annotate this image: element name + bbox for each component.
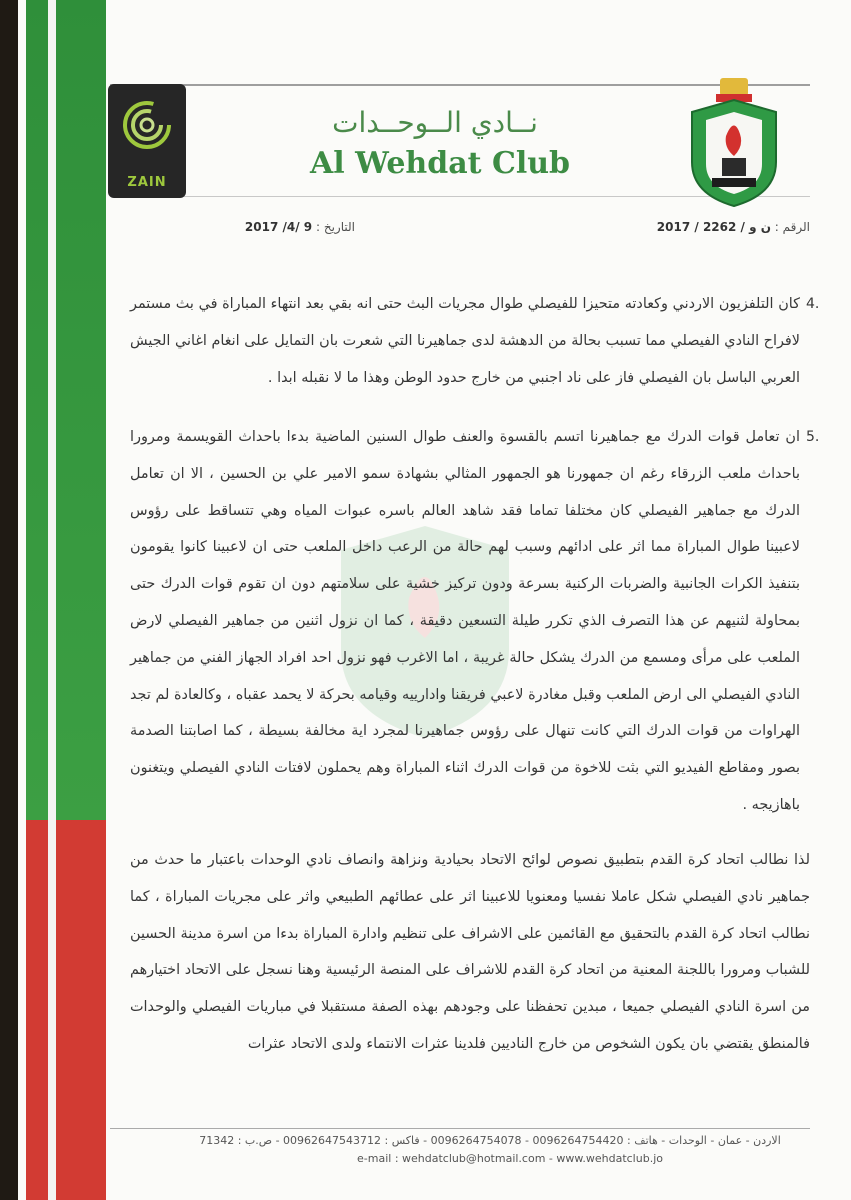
green-border-band (26, 0, 106, 820)
footer-contact: e-mail : wehdatclub@hotmail.com - www.wehdatclub.jo (357, 1152, 663, 1165)
zain-logo-text: ZAIN (127, 175, 167, 190)
item-4-paragraph: كان التلفزيون الاردني وكعادته متحيزا للفيصلي طوال مجريات البث حتى انه بقي بعد انتهاء المباراة في بث مستمر لافراح النادي الفيصلي مما تسبب بحالة من الدهشة لدى جماهيرنا التي شعرت بان التمايل على انغام اغاني الجيش العربي الباسل بان الفيصلي فاز على ناد اجنبي من خارج حدود الوطن وهذا ما لا نقبله ابدا . (130, 296, 800, 386)
date-value: 9 /4/ 2017 (244, 220, 313, 234)
red-border-band (26, 820, 106, 1200)
zain-logo (108, 84, 186, 198)
reference-value: ن و / 2262 / 2017 (656, 220, 771, 234)
reference-label: الرقم : (774, 220, 810, 234)
reference-number-row (657, 220, 810, 234)
club-name-english: Al Wehdat Club (309, 146, 571, 181)
item-5-paragraph: ان تعامل قوات الدرك مع جماهيرنا اتسم بالقسوة والعنف طوال السنين الماضية بدءا باحداث القويسمة ومرورا باحداث ملعب الزرقاء رغم ان جمهورنا هو الجمهور المثالي بشهادة سمو الامير علي بن الحسين ، الا ان تعامل الدرك مع جماهير الفيصلي كان مختلفا تماما فقد شاهد العالم باسره عبوات المياه وهي تتساقط على رؤوس لاعبينا طوال المباراة مما اثر على ادائهم وسبب لهم حالة من الرعب داخل الملعب حتى ان لاعبينا كانوا يقومون بتنفيذ الكرات الجانبية والضربات الركنية بسرعة ودون تركيز خشية على سلامتهم دون ان تقوم قوات الدرك حتى بمحاولة لثنيهم عن هذا التصرف الذي تكرر طيلة التسعين دقيقة ، كما ان نزول اثنين من جماهير الفيصلي لارض الملعب على مرأى ومسمع من الدرك يشكل حالة غريبة ، اما الاغرب فهو نزول احد افراد الجهاز الفني من جماهير النادي الفيصلي الى ارض الملعب وقبل مغادرة لاعبي فريقنا وادارييه وقيامه بحركة لا يحمد عقباه ، وكالعادة لم تجد الهراوات من قوات الدرك التي كانت تنهال على رؤوس جماهيرنا لمجرد اية مخالفة بسيطة ، كما اصابتنا الصدمة بصور ومقاطع الفيديو التي بثت للاخوة من قوات الدرك اثناء المباراة وهم يحملون لافتات النادي الفيصلي ويتغنون باهازيجه . (130, 429, 800, 813)
date-row (245, 220, 355, 234)
item-number: 4. (806, 296, 820, 312)
border-divider (48, 0, 56, 1200)
footer-rule (110, 1128, 810, 1129)
club-name-arabic: نــادي الــوحــدات (332, 106, 538, 139)
footer-address: الاردن - عمان - الوحدات - هاتف : 0096264754420 - 0096264754078 - فاكس : 00962647543712 - ص.ب : 71342 (199, 1134, 781, 1147)
item-number: 5. (806, 429, 820, 445)
closing-paragraph: لذا نطالب اتحاد كرة القدم بتطبيق نصوص لوائح الاتحاد بحيادية ونزاهة وانصاف نادي الوحدات باعتبار ما حدث من جماهير نادي الفيصلي شكل عاملا نفسيا ومعنويا للاعبينا اثر على عطائهم الطبيعي واثر على مجريات المباراة ، كما نطالب اتحاد كرة القدم بالتحقيق مع القائمين على الاشراف على تنظيم وادارة المباراة بدءا من اسرة مدينة الحسين للشباب ومرورا باللجنة المعنية من اتحاد كرة القدم للاشراف على المنصة الرئيسية وهنا نسجل على الاتحاد اختيارهم من اسرة النادي الفيصلي جميعا ، مبدين تحفظنا على وجودهم بهذه الصفة مستقبلا في مباريات الفيصلي والوحدات فالمنطق يقتضي بان يكون الشخوص من خارج الناديين فلدينا عثرات الانتماء ولدى الاتحاد عثرات (130, 852, 810, 1052)
date-label: التاريخ : (315, 220, 355, 234)
club-emblem-icon (682, 72, 786, 212)
zain-swirl-icon (120, 98, 174, 152)
